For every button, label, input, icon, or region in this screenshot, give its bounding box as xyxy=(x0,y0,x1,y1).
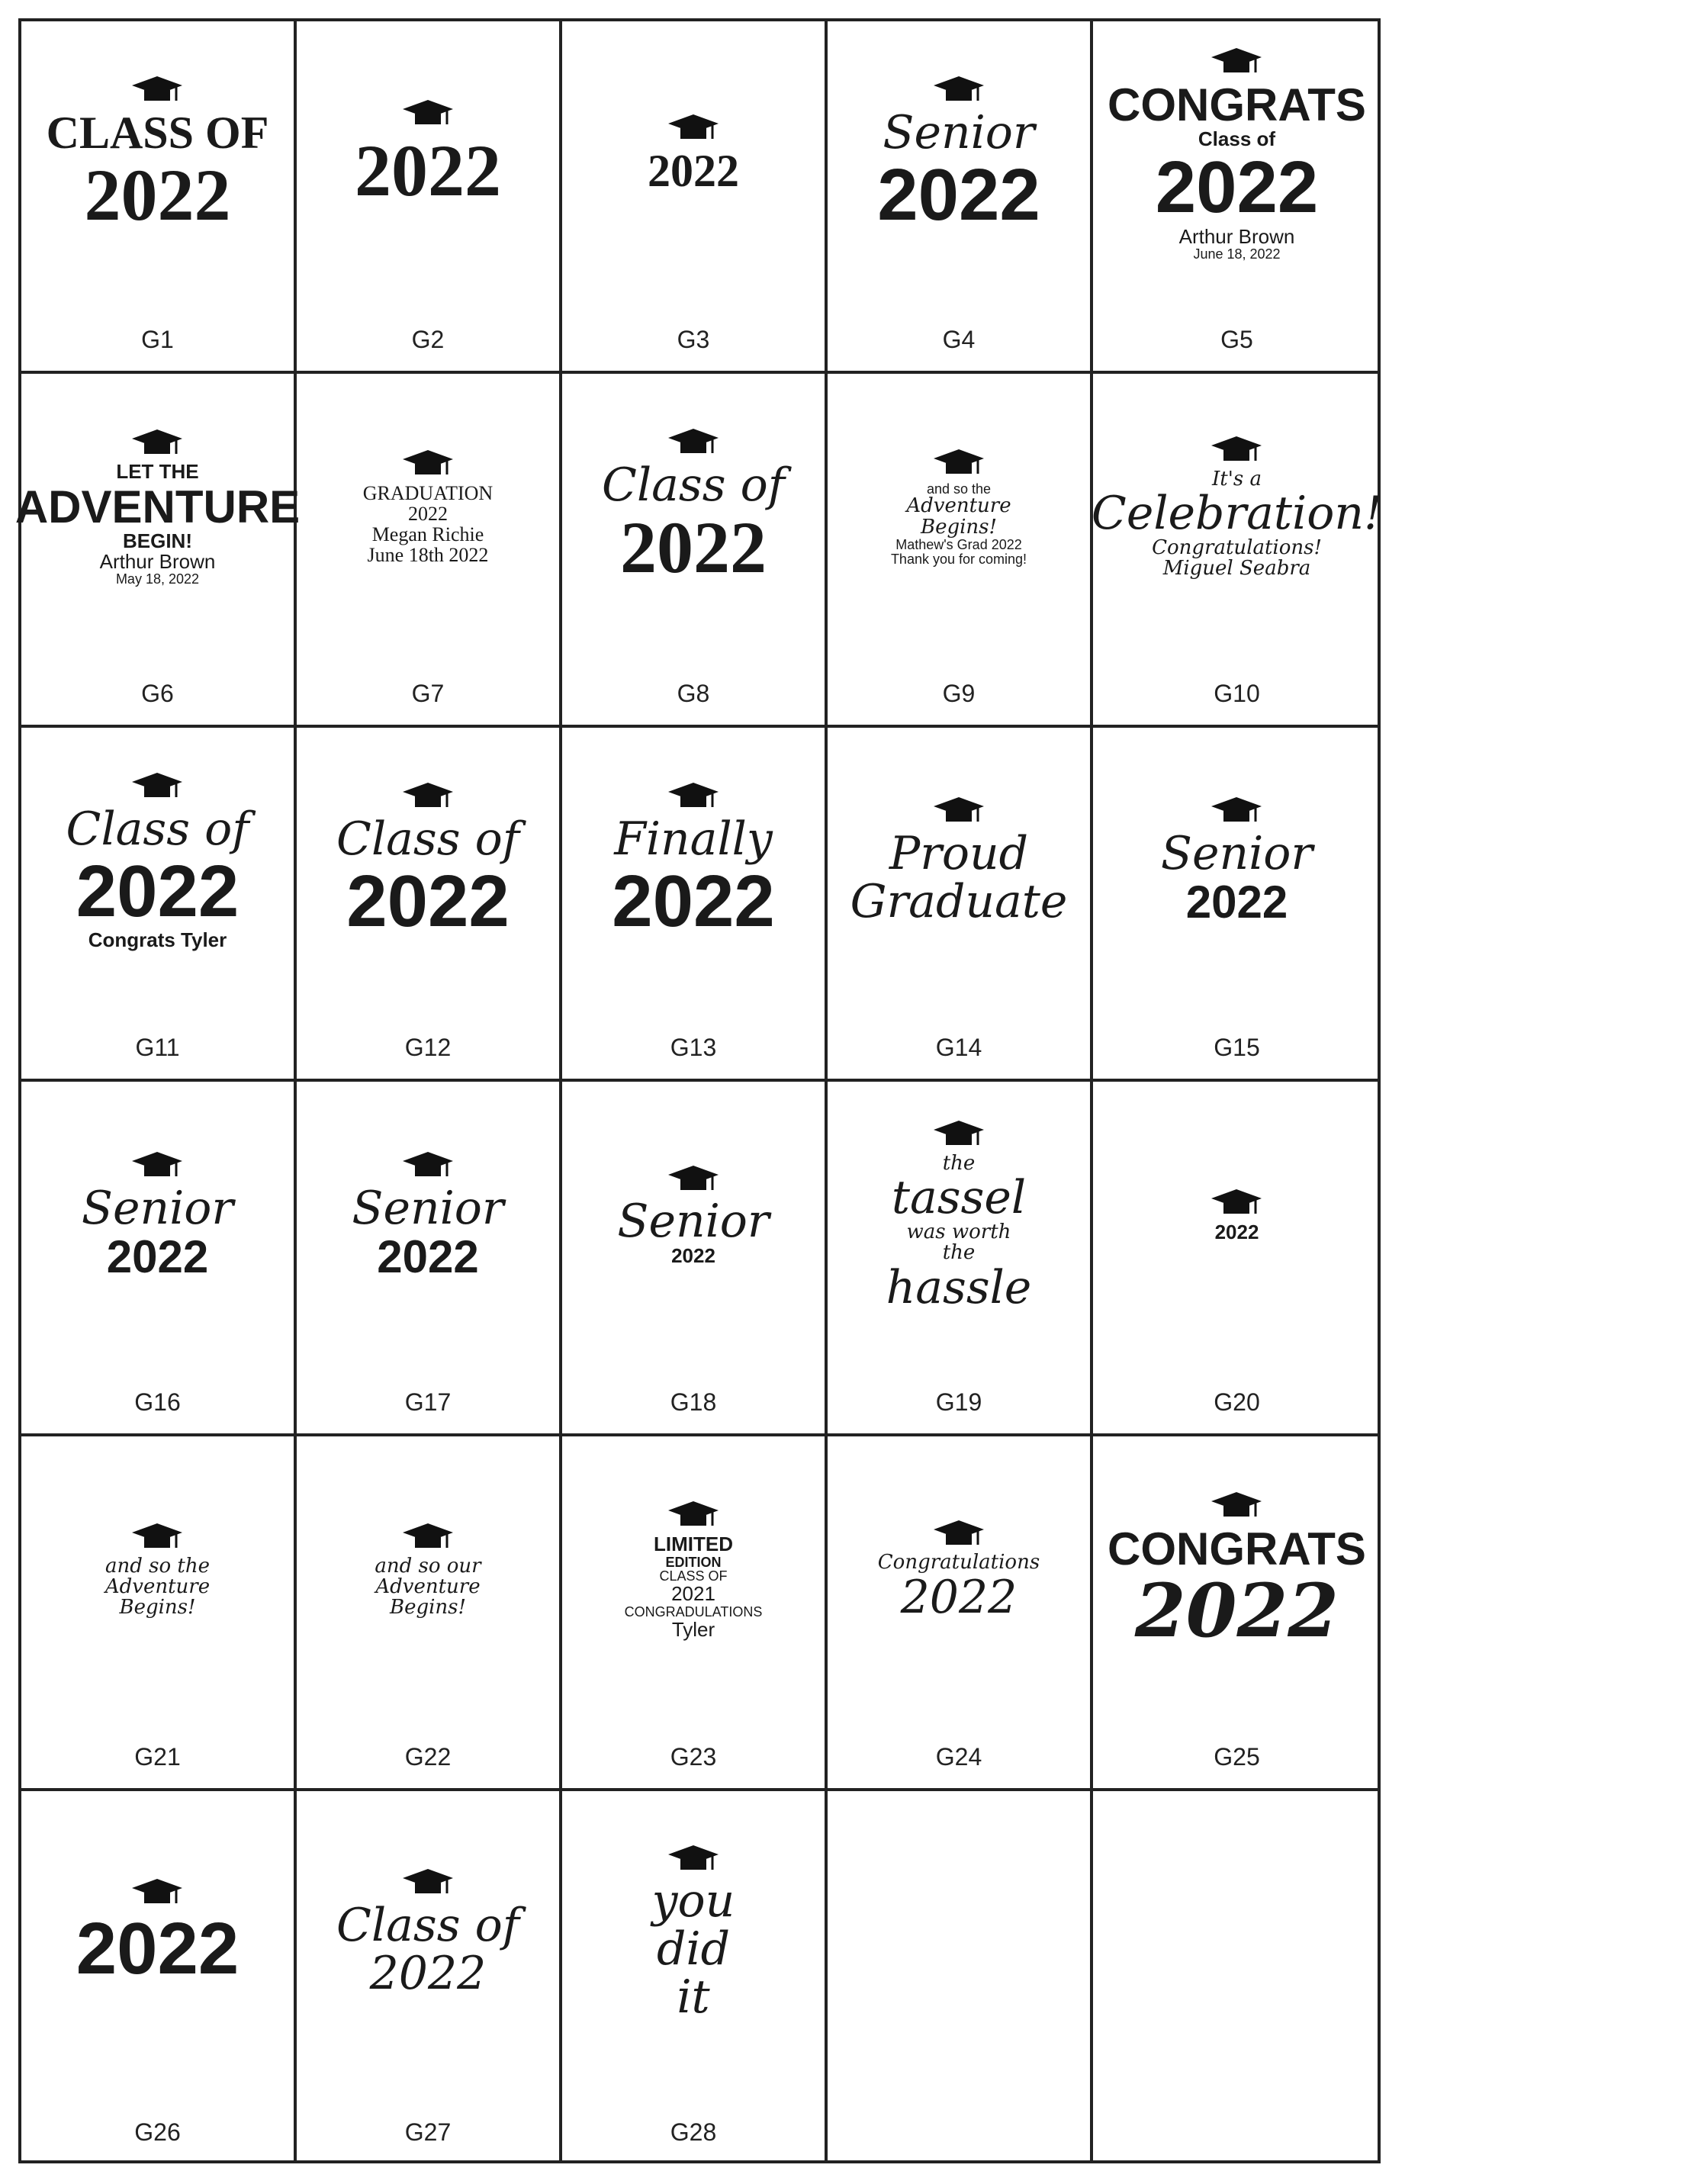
graduation-cap-icon xyxy=(932,448,985,478)
design-text-line: 2022 xyxy=(407,502,448,525)
design-text-line: ADVENTURE xyxy=(14,481,301,532)
design-text-line: Class of xyxy=(66,802,249,856)
design-text-line: the xyxy=(942,1241,976,1265)
design-code-label: G27 xyxy=(404,2118,452,2146)
graduation-cap-icon xyxy=(1210,796,1263,826)
design-text-line: 2022 xyxy=(354,130,501,212)
graduation-cap-icon xyxy=(667,113,720,143)
design-artwork xyxy=(307,1458,548,1683)
graduation-cap-icon-wrap xyxy=(667,1844,720,1878)
design-text-line: 2022 xyxy=(1155,146,1319,229)
design-text-line: hassle xyxy=(886,1260,1032,1314)
design-cell[interactable] xyxy=(562,374,828,728)
design-artwork xyxy=(32,1103,282,1328)
design-text-line: 2022 xyxy=(877,153,1040,236)
design-text-line: you xyxy=(651,1874,735,1928)
design-code-label: G9 xyxy=(942,680,976,707)
design-text-line: EDITION xyxy=(665,1554,722,1570)
design-cell[interactable] xyxy=(297,374,562,728)
design-text-line: Senior xyxy=(352,1181,504,1235)
design-artwork xyxy=(307,1813,548,2051)
design-code-label: G1 xyxy=(141,326,174,353)
design-artwork xyxy=(32,1813,282,2051)
design-artwork xyxy=(573,1813,814,2051)
design-text-line: Senior xyxy=(1160,827,1313,881)
design-artwork xyxy=(1104,749,1369,973)
design-artwork xyxy=(573,1458,814,1683)
design-text-line: CLASS OF xyxy=(659,1568,728,1584)
design-code-label: G20 xyxy=(1214,1388,1260,1416)
graduation-cap-icon-wrap xyxy=(932,796,985,830)
graduation-cap-icon xyxy=(401,1522,455,1552)
design-text-line: was worth xyxy=(906,1220,1011,1243)
design-cell[interactable] xyxy=(1093,1082,1381,1436)
design-artwork xyxy=(838,42,1079,265)
graduation-cap-icon-wrap xyxy=(932,1119,985,1153)
design-cell[interactable] xyxy=(562,1791,828,2163)
design-code-label: G11 xyxy=(135,1034,180,1061)
graduation-cap-icon-wrap xyxy=(401,449,455,483)
design-text-line: May 18, 2022 xyxy=(115,571,200,587)
graduation-cap-icon xyxy=(1210,1491,1263,1521)
design-text-line: Class of xyxy=(1198,127,1276,150)
design-code-label: G22 xyxy=(404,1743,452,1771)
design-text-line: and so the xyxy=(926,481,992,497)
design-text-line: Adventure xyxy=(104,1574,211,1598)
design-cell[interactable] xyxy=(21,1436,297,1791)
design-text-line: Senior xyxy=(883,105,1035,159)
design-text-line: Senior xyxy=(81,1181,234,1235)
graduation-cap-icon-wrap xyxy=(130,75,184,109)
design-text-line: CONGRATS xyxy=(1108,79,1366,130)
design-cell[interactable] xyxy=(21,1791,297,2163)
graduation-cap-icon-wrap xyxy=(932,1519,985,1553)
design-code-label: G2 xyxy=(411,326,445,353)
design-text-line: Miguel Seabra xyxy=(1162,557,1311,581)
design-artwork xyxy=(32,42,282,265)
design-cell[interactable] xyxy=(21,1082,297,1436)
design-code-label: G15 xyxy=(1214,1034,1260,1061)
graduation-cap-icon xyxy=(1210,435,1263,465)
graduation-cap-icon-wrap xyxy=(130,1522,184,1556)
design-code-label: G14 xyxy=(935,1034,982,1061)
graduation-cap-icon-wrap xyxy=(130,428,184,462)
design-code-label: G18 xyxy=(670,1388,717,1416)
design-artwork xyxy=(307,1103,548,1328)
design-cell[interactable] xyxy=(1093,1436,1381,1791)
design-code-label: G8 xyxy=(677,680,710,707)
graduation-cap-icon xyxy=(932,1119,985,1150)
design-code-label: G10 xyxy=(1214,680,1260,707)
graduation-cap-icon-wrap xyxy=(667,1500,720,1534)
design-code-label: G25 xyxy=(1214,1743,1260,1771)
design-text-line: Congratulations! xyxy=(1152,536,1322,560)
graduation-cap-icon xyxy=(667,1164,720,1195)
graduation-cap-icon-wrap xyxy=(932,448,985,482)
graduation-cap-icon xyxy=(130,771,184,802)
design-artwork xyxy=(838,1103,1079,1328)
design-text-line: 2022 xyxy=(1214,1220,1259,1243)
graduation-cap-icon-wrap xyxy=(667,113,720,147)
graduation-cap-icon-wrap xyxy=(1210,1188,1263,1222)
design-text-line: tassel xyxy=(891,1170,1027,1224)
design-code-label: G16 xyxy=(134,1388,181,1416)
design-text-line: and so the xyxy=(104,1554,210,1578)
graduation-cap-icon xyxy=(667,427,720,458)
graduation-cap-icon xyxy=(667,1500,720,1530)
graduation-cap-icon xyxy=(130,1877,184,1908)
graduation-cap-icon-wrap xyxy=(401,781,455,815)
design-text-line: CONGRATS xyxy=(1108,1523,1366,1574)
graduation-cap-icon-wrap xyxy=(401,98,455,133)
design-cell[interactable] xyxy=(1093,374,1381,728)
design-text-line: Thank you for coming! xyxy=(890,551,1027,567)
design-text-line: 2022 xyxy=(612,860,775,943)
design-cell[interactable] xyxy=(562,1082,828,1436)
design-text-line: Celebration! xyxy=(1091,487,1383,541)
design-text-line: Proud xyxy=(889,827,1029,881)
design-cell[interactable] xyxy=(14,374,301,728)
graduation-cap-icon-wrap xyxy=(1210,796,1263,830)
graduation-cap-icon-wrap xyxy=(401,1150,455,1185)
design-artwork xyxy=(32,749,282,973)
design-text-line: 2022 xyxy=(647,145,739,196)
design-text-line: 2022 xyxy=(900,1570,1018,1624)
design-text-line: it xyxy=(677,1970,710,2025)
design-artwork xyxy=(1104,1458,1369,1683)
design-text-line: Begins! xyxy=(920,515,997,539)
design-text-line: 2022 xyxy=(671,1244,715,1268)
design-code-label: G28 xyxy=(670,2118,717,2146)
design-text-line: Class of xyxy=(336,1898,519,1952)
design-text-line: did xyxy=(656,1922,730,1977)
design-cell[interactable] xyxy=(562,728,828,1082)
design-text-line: 2022 xyxy=(1185,876,1288,928)
design-text-line: Class of xyxy=(336,812,519,867)
design-cell[interactable] xyxy=(562,21,828,374)
graduation-cap-icon xyxy=(932,75,985,105)
graduation-cap-icon-wrap xyxy=(130,771,184,806)
design-text-line: LET THE xyxy=(116,460,199,484)
design-cell[interactable] xyxy=(21,21,297,374)
design-cell[interactable] xyxy=(828,1082,1093,1436)
design-text-line: Megan Richie xyxy=(371,523,484,546)
design-artwork xyxy=(573,749,814,973)
design-code-label: G19 xyxy=(935,1388,982,1416)
design-text-line: Adventure xyxy=(375,1574,481,1598)
graduation-cap-icon xyxy=(932,796,985,826)
design-artwork xyxy=(307,42,548,265)
design-code-label: G6 xyxy=(141,680,174,707)
design-text-line: 2022 xyxy=(346,860,510,943)
design-text-line: Class of xyxy=(602,458,785,513)
design-artwork xyxy=(573,395,814,619)
design-text-line: 2022 xyxy=(619,507,767,589)
graduation-cap-icon-wrap xyxy=(667,427,720,462)
design-text-line: Begins! xyxy=(389,1596,466,1620)
design-cell[interactable] xyxy=(1093,728,1381,1082)
design-cell[interactable] xyxy=(828,728,1093,1082)
design-text-line: Adventure xyxy=(906,494,1011,518)
design-code-label: G17 xyxy=(404,1388,452,1416)
graduation-cap-icon-wrap xyxy=(932,75,985,109)
design-cell[interactable] xyxy=(297,1791,562,2163)
graduation-cap-icon-wrap xyxy=(667,1164,720,1198)
design-text-line: 2022 xyxy=(76,1908,240,1990)
design-cell[interactable] xyxy=(297,1082,562,1436)
design-artwork xyxy=(1091,395,1383,619)
graduation-cap-icon-wrap xyxy=(130,1150,184,1185)
design-artwork xyxy=(307,749,548,973)
design-artwork xyxy=(573,42,814,265)
design-cell xyxy=(1093,1791,1381,2163)
design-text-line: Graduate xyxy=(850,875,1068,929)
design-code-label: G12 xyxy=(404,1034,452,1061)
graduation-cap-icon xyxy=(401,781,455,812)
graduation-cap-icon xyxy=(1210,1188,1263,1218)
graduation-cap-icon-wrap xyxy=(667,781,720,815)
design-text-line: 2022 xyxy=(84,153,231,236)
design-text-line: Arthur Brown xyxy=(1178,224,1295,248)
design-text-line: June 18th 2022 xyxy=(367,544,489,567)
design-cell[interactable] xyxy=(828,21,1093,374)
graduation-cap-icon xyxy=(401,98,455,129)
design-artwork xyxy=(838,395,1079,619)
graduation-cap-icon xyxy=(130,75,184,105)
design-text-line: It's a xyxy=(1212,467,1262,491)
graduation-cap-icon-wrap xyxy=(1210,1491,1263,1525)
design-text-line: CLASS OF xyxy=(46,107,269,158)
design-cell[interactable] xyxy=(828,1436,1093,1791)
design-code-label: G13 xyxy=(670,1034,717,1061)
design-cell[interactable] xyxy=(297,21,562,374)
design-text-line: Arthur Brown xyxy=(99,549,216,573)
design-grid xyxy=(14,18,1383,2163)
graduation-cap-icon xyxy=(130,428,184,458)
design-cell[interactable] xyxy=(828,374,1093,728)
graduation-cap-icon xyxy=(401,449,455,479)
design-artwork xyxy=(307,395,548,619)
design-artwork xyxy=(1104,1103,1369,1328)
graduation-cap-icon-wrap xyxy=(401,1867,455,1902)
design-cell[interactable] xyxy=(21,728,297,1082)
design-cell xyxy=(828,1791,1093,2163)
design-text-line: Begins! xyxy=(119,1596,196,1620)
design-code-label: G7 xyxy=(411,680,445,707)
design-cell[interactable] xyxy=(297,728,562,1082)
design-text-line: CONGRADULATIONS xyxy=(624,1603,763,1620)
design-code-label: G21 xyxy=(134,1743,181,1771)
design-text-line: 2022 xyxy=(377,1230,479,1282)
graduation-cap-icon xyxy=(401,1867,455,1898)
design-text-line: Senior xyxy=(617,1195,770,1249)
graduation-cap-icon xyxy=(130,1150,184,1181)
design-text-line: Congrats Tyler xyxy=(88,928,227,952)
design-text-line: the xyxy=(942,1151,976,1175)
design-artwork xyxy=(1104,42,1369,265)
graduation-cap-icon xyxy=(667,781,720,812)
design-text-line: BEGIN! xyxy=(122,529,192,552)
graduation-cap-icon xyxy=(1210,47,1263,77)
design-text-line: GRADUATION xyxy=(362,481,494,504)
design-text-line: LIMITED xyxy=(653,1533,733,1556)
design-cell[interactable] xyxy=(297,1436,562,1791)
graduation-cap-icon xyxy=(932,1519,985,1549)
graduation-cap-icon xyxy=(130,1522,184,1552)
design-text-line: 2021 xyxy=(671,1582,715,1606)
design-artwork xyxy=(838,1458,1079,1683)
design-text-line: Finally xyxy=(614,812,773,867)
design-cell[interactable] xyxy=(1093,21,1381,374)
graduation-cap-icon xyxy=(401,1150,455,1181)
graduation-cap-icon-wrap xyxy=(401,1522,455,1556)
design-text-line: Mathew's Grad 2022 xyxy=(895,537,1022,553)
graduation-cap-icon xyxy=(667,1844,720,1874)
design-cell[interactable] xyxy=(562,1436,828,1791)
design-code-label: G5 xyxy=(1220,326,1253,353)
design-text-line: 2022 xyxy=(1134,1567,1339,1654)
design-artwork xyxy=(32,1458,282,1683)
design-code-label: G26 xyxy=(134,2118,181,2146)
design-code-label: G4 xyxy=(942,326,976,353)
design-text-line: June 18, 2022 xyxy=(1193,246,1281,262)
design-text-line: Tyler xyxy=(671,1617,715,1641)
design-text-line: 2022 xyxy=(76,850,240,932)
design-text-line: 2022 xyxy=(106,1230,209,1282)
design-artwork xyxy=(14,395,301,619)
design-code-label: G23 xyxy=(670,1743,717,1771)
design-text-line: and so our xyxy=(375,1554,481,1578)
design-artwork xyxy=(838,749,1079,973)
design-text-line: 2022 xyxy=(369,1946,487,2000)
design-text-line: Congratulations xyxy=(877,1551,1040,1574)
design-artwork xyxy=(573,1103,814,1328)
graduation-cap-icon-wrap xyxy=(1210,47,1263,81)
graduation-cap-icon-wrap xyxy=(1210,435,1263,469)
design-code-label: G24 xyxy=(935,1743,982,1771)
graduation-cap-icon-wrap xyxy=(130,1877,184,1912)
design-code-label: G3 xyxy=(677,326,710,353)
